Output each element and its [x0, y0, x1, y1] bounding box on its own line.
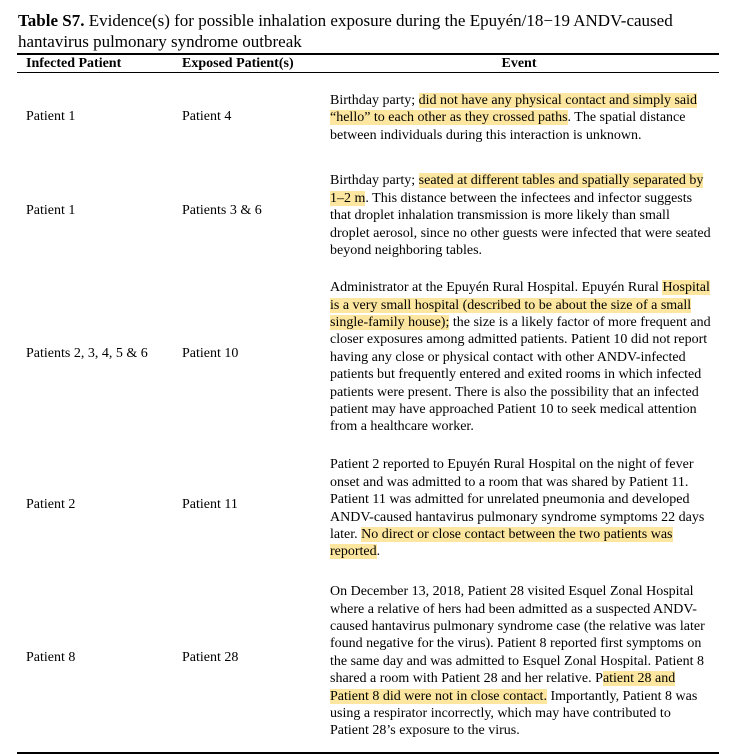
event-cell	[329, 575, 719, 740]
event-text: On December 13, 2018, Patient 28 visited Esquel Zonal Hospital where a relative of hers had been admitted as a suspected ANDV-caused hantavirus pulmonary syndrome case (the relative was later found negative for the virus). Patient 8 reported first symptoms on the same day and was admitted to Esquel Zonal Hospital. Patient 8 shared a room with Patient 28 and her relative. P	[330, 584, 705, 687]
table-label: Table S7.	[18, 11, 85, 30]
infected-patient-cell: Patient 1	[26, 203, 76, 218]
infected-patient-cell: Patients 2, 3, 4, 5 & 6	[26, 346, 148, 361]
evidence-table	[17, 53, 719, 754]
table-row	[17, 161, 719, 261]
table-caption	[18, 10, 723, 52]
table-row	[17, 447, 719, 563]
highlighted-text: Hospital is a very small hospital (described to be about the size of a small single-family house);	[330, 280, 710, 330]
event-cell	[329, 449, 719, 560]
event-text: Importantly, Patient 8 was using a respirator incorrectly, which may have contributed to Patient 28’s exposure to the virus.	[330, 688, 698, 739]
table-body	[17, 73, 719, 752]
exposed-patient-cell: Patient 10	[182, 346, 239, 361]
infected-patient-cell: Patient 8	[26, 649, 76, 665]
highlighted-text: did not have any physical contact and simply said “hello” to each other as they crossed paths	[330, 92, 698, 126]
highlighted-text: atient 28 and Patient 8 did were not in close contact.	[330, 671, 676, 704]
event-text: .	[376, 544, 381, 560]
exposed-patient-cell: Patient 28	[182, 649, 239, 665]
infected-patient-cell: Patient 1	[26, 109, 76, 124]
header-exposed-patients: Exposed Patient(s)	[182, 56, 294, 71]
header-event: Event	[501, 56, 537, 71]
table-row	[17, 261, 719, 447]
event-text: Birthday party;	[330, 173, 419, 189]
event-cell	[329, 162, 719, 259]
exposed-patient-cell: Patient 11	[182, 497, 238, 512]
table-row	[17, 563, 719, 752]
header-infected-patient: Infected Patient	[26, 56, 122, 71]
infected-patient-cell: Patient 2	[26, 497, 76, 512]
event-text: Administrator at the Epuyén Rural Hospital. Epuyén Rural	[330, 280, 663, 296]
event-text: . The spatial distance between individuals during this interaction is unknown.	[330, 110, 686, 143]
event-text: Patient 2 reported to Epuyén Rural Hospital on the night of fever onset and was admitted to a room that was shared by Patient 11. Patient 11 was admitted for unrelated pneumonia and developed ANDV-caused hantavirus pulmonary syndrome symptoms 22 days later.	[330, 457, 705, 542]
event-text: . This distance between the infectees and infector suggests that droplet inhalation transmission is more likely than small droplet aerosol, since no other guests were infected that were seated beyond neighboring tables.	[330, 190, 711, 259]
event-cell	[329, 272, 719, 436]
exposed-patient-cell: Patients 3 & 6	[182, 203, 262, 218]
table-header	[17, 55, 719, 72]
table-row	[17, 73, 719, 161]
event-text: the size is a likely factor of more frequent and closer exposures among admitted patients. Patient 10 did not report having any close or physical contact with other ANDV-infected patients but frequently entered and exited rooms in which infected patients were present. There is also the possibility that an infected patient may have approached Patient 10 to seek medical attention from a healthcare worker.	[330, 314, 711, 435]
highlighted-text: seated at different tables and spatially separated by 1–2 m	[330, 173, 704, 206]
event-text: Birthday party;	[330, 92, 419, 108]
event-cell	[329, 90, 719, 144]
highlighted-text: No direct or close contact between the two patients was reported	[330, 526, 673, 560]
exposed-patient-cell: Patient 4	[182, 109, 232, 124]
table-title: Evidence(s) for possible inhalation exposure during the Epuyén/18−19 ANDV-caused hantavirus pulmonary syndrome outbreak	[18, 11, 673, 51]
